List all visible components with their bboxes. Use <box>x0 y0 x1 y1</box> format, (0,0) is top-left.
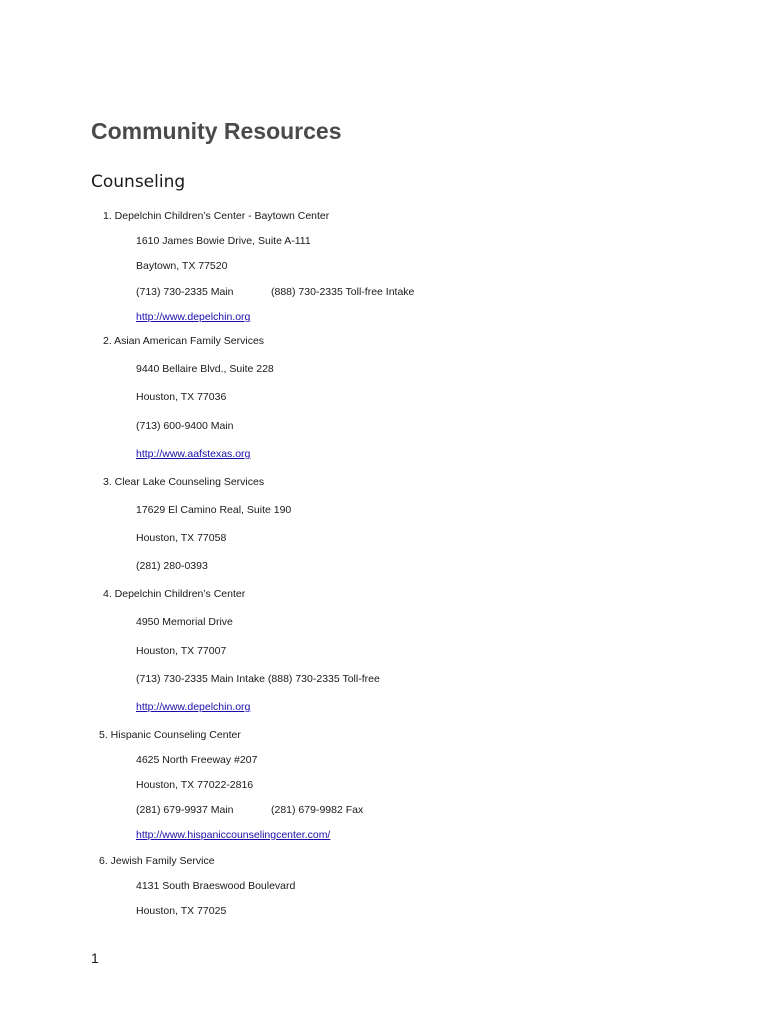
entry-4-address: 4950 Memorial Drive <box>136 616 233 628</box>
entry-6-name: 6. Jewish Family Service <box>99 855 215 867</box>
entry-2-address: 9440 Bellaire Blvd., Suite 228 <box>136 363 274 375</box>
entry-5-phone-fax: (281) 679-9982 Fax <box>271 804 364 816</box>
entry-5-city: Houston, TX 77022-2816 <box>136 779 254 791</box>
entry-5-name: 5. Hispanic Counseling Center <box>99 729 241 741</box>
entry-3-phone: (281) 280-0393 <box>136 560 208 572</box>
section-heading-counseling: Counseling <box>91 172 186 192</box>
entry-2-website-link[interactable] <box>136 448 250 461</box>
entry-2-city: Houston, TX 77036 <box>136 391 227 403</box>
entry-1-phone-tollfree: (888) 730-2335 Toll-free Intake <box>271 286 415 298</box>
entry-6-city: Houston, TX 77025 <box>136 905 227 917</box>
entry-1-city: Baytown, TX 77520 <box>136 260 228 272</box>
page-title: Community Resources <box>91 118 342 144</box>
entry-4-url[interactable]: http://www.depelchin.org <box>136 701 251 713</box>
entry-1-url[interactable]: http://www.depelchin.org <box>136 311 251 323</box>
entry-4-name: 4. Depelchin Children’s Center <box>103 588 246 600</box>
entry-5-address: 4625 North Freeway #207 <box>136 754 258 766</box>
entry-1-address: 1610 James Bowie Drive, Suite A-111 <box>136 235 311 247</box>
entry-3-address: 17629 El Camino Real, Suite 190 <box>136 504 292 516</box>
entry-5-phone-main: (281) 679-9937 Main <box>136 804 234 816</box>
entry-5-url[interactable]: http://www.hispaniccounselingcenter.com/ <box>136 829 331 841</box>
entry-2-url[interactable]: http://www.aafstexas.org <box>136 448 251 460</box>
entry-1-phone-main: (713) 730-2335 Main <box>136 286 234 298</box>
entry-2-name: 2. Asian American Family Services <box>103 335 265 347</box>
entry-1-website-link[interactable] <box>136 311 250 324</box>
entry-3-name: 3. Clear Lake Counseling Services <box>103 476 265 488</box>
entry-2-phone-main: (713) 600-9400 Main <box>136 420 234 432</box>
entry-4-phones: (713) 730-2335 Main Intake (888) 730-2335 Toll-free <box>136 673 380 685</box>
entry-4-city: Houston, TX 77007 <box>136 645 227 657</box>
entry-6-address: 4131 South Braeswood Boulevard <box>136 880 296 892</box>
entry-1-name: 1. Depelchin Children’s Center - Baytown Center <box>103 210 330 222</box>
entry-5-website-link[interactable] <box>136 829 330 842</box>
entry-4-website-link[interactable] <box>136 701 250 714</box>
page-number: 1 <box>91 950 99 966</box>
entry-3-city: Houston, TX 77058 <box>136 532 227 544</box>
